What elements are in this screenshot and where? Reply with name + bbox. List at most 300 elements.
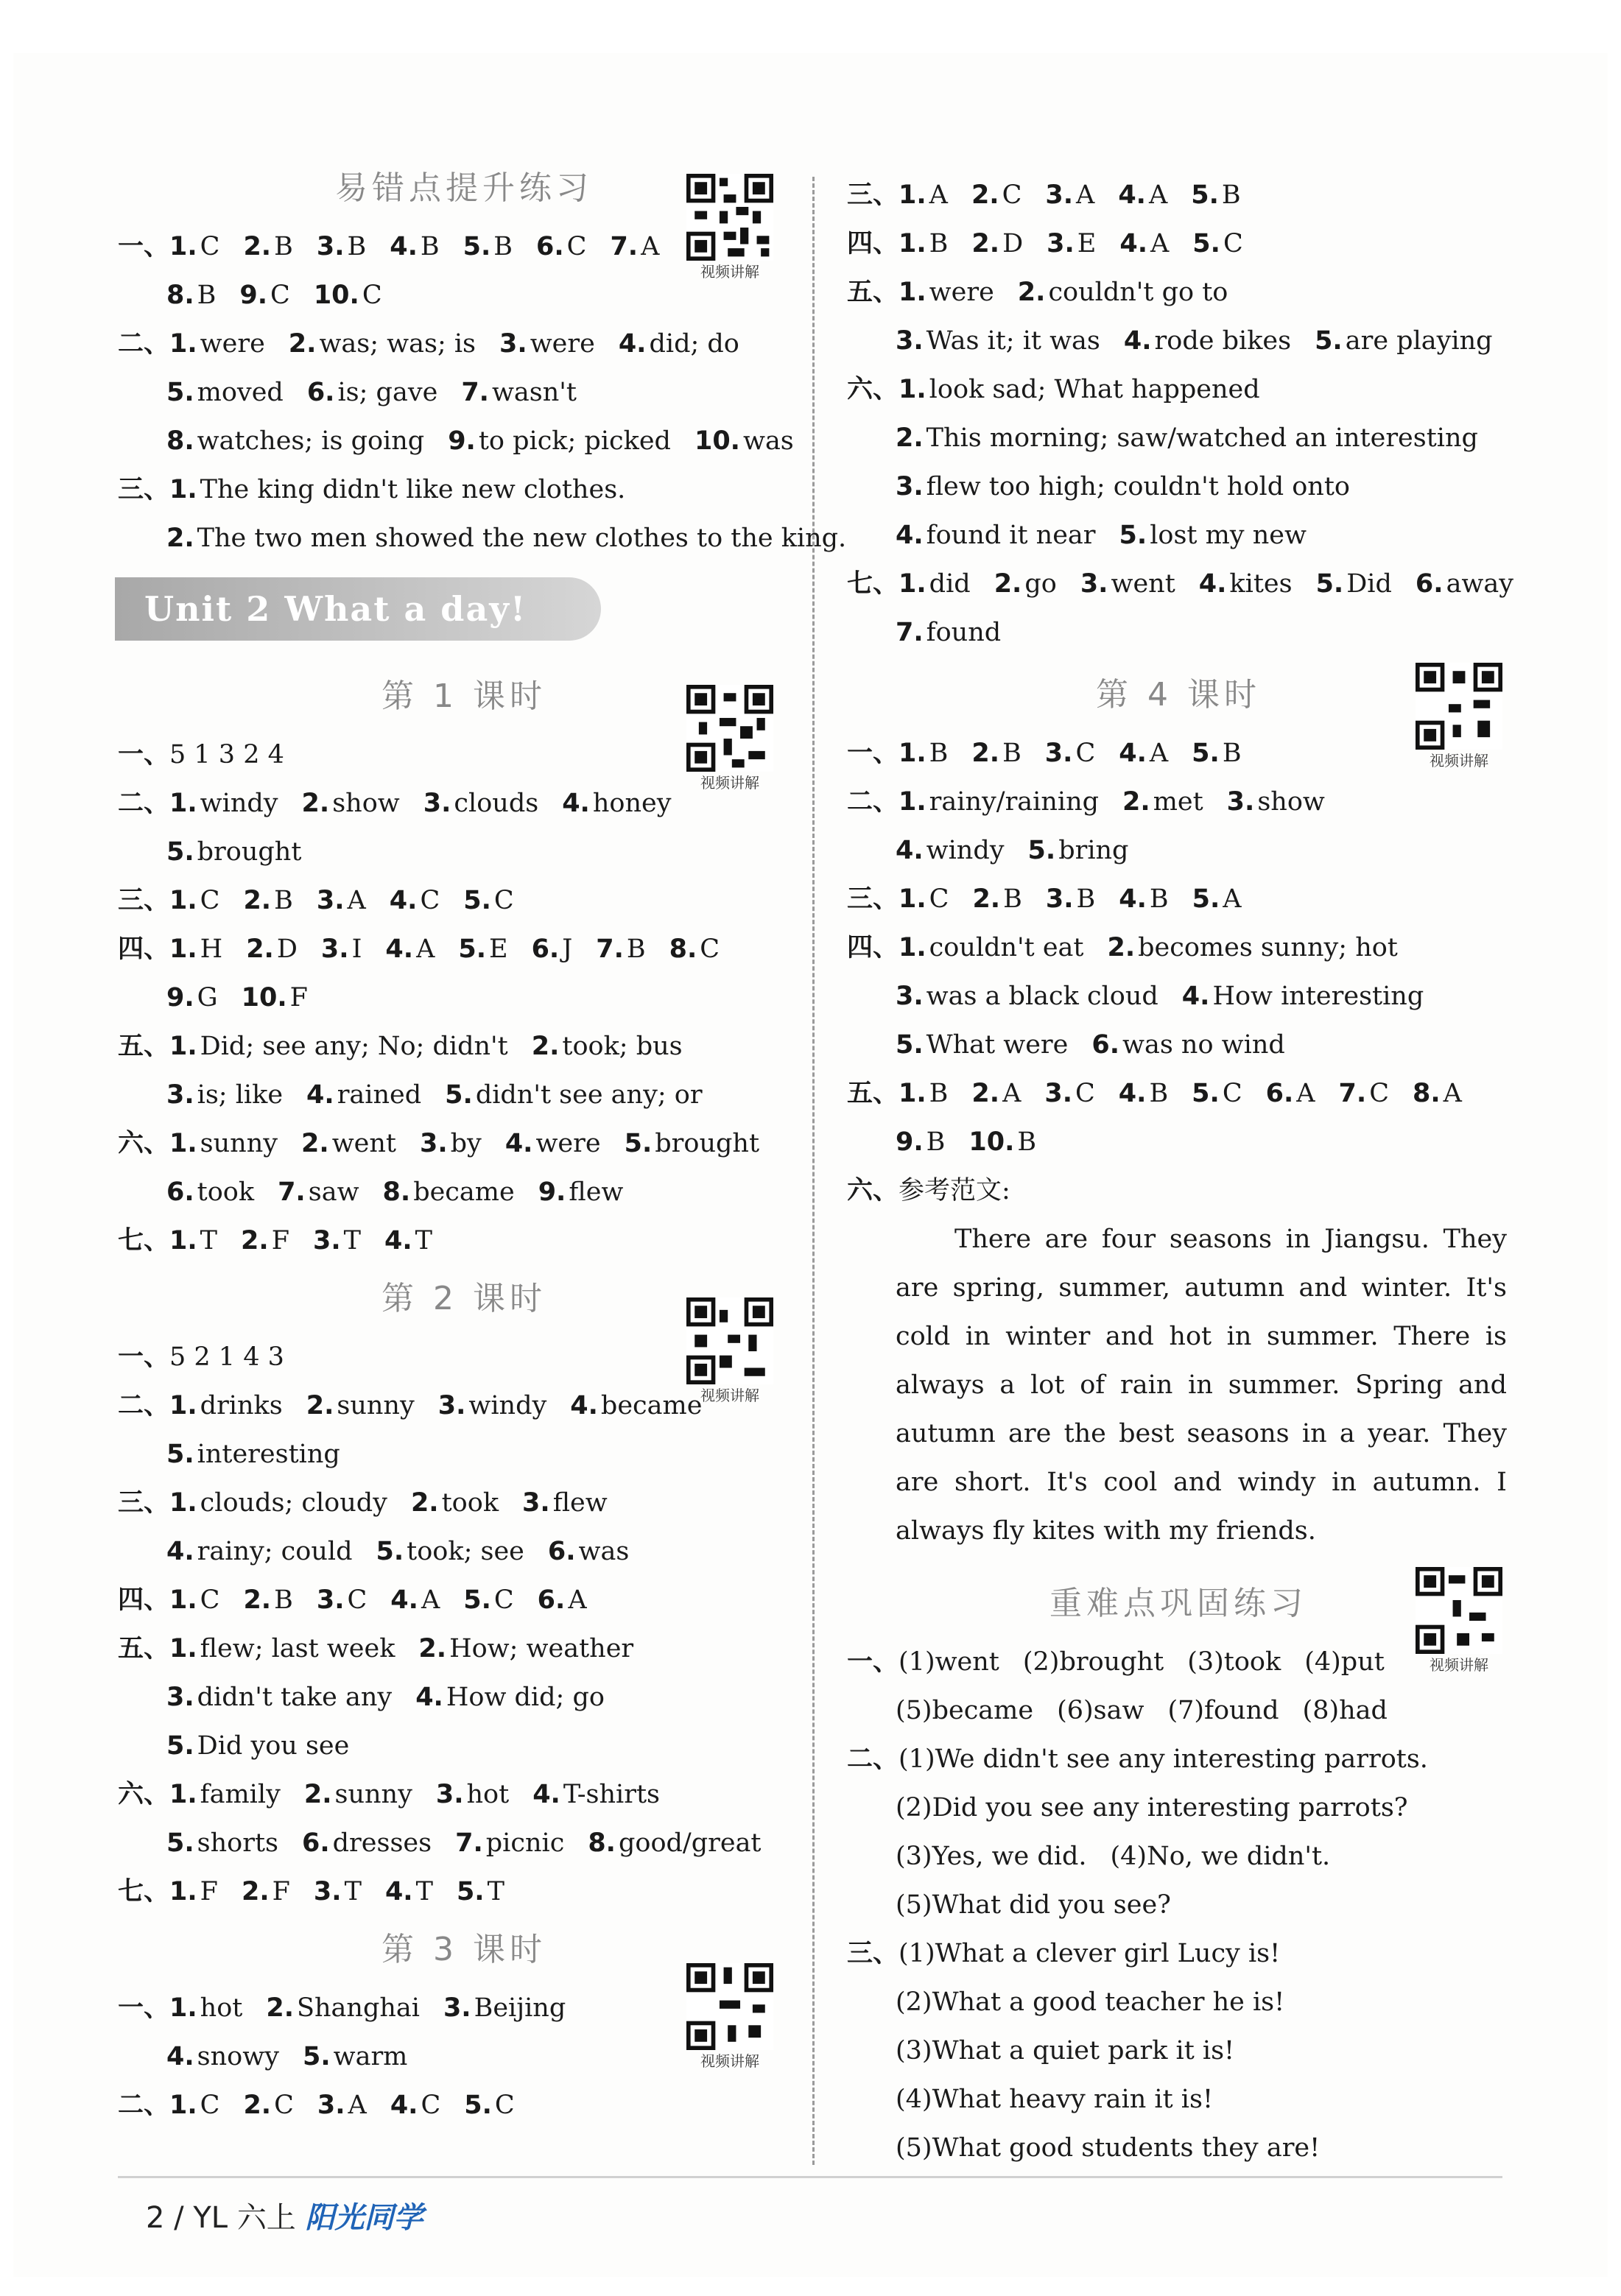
answer-item	[166, 1430, 340, 1479]
answer-item	[438, 1381, 547, 1430]
answer-item	[242, 973, 308, 1022]
answer-text: (2)What a good teacher he is!	[896, 1987, 1285, 2017]
answer-item	[896, 1978, 1284, 2026]
answer-line	[847, 1783, 1510, 1832]
answer-text: B	[1003, 884, 1022, 914]
answer-line	[118, 1071, 810, 1119]
answer-text: I	[351, 934, 362, 964]
answer-line	[847, 923, 1510, 972]
answer-item	[463, 222, 513, 271]
answer-text: interesting	[197, 1440, 340, 1469]
qr-code[interactable]	[685, 174, 775, 283]
lesson-title-text: 第 4 课时	[1096, 676, 1261, 714]
answer-item	[278, 1168, 359, 1216]
answer-text: took	[441, 1488, 499, 1518]
answer-text: flew	[569, 1177, 624, 1207]
qr-label: 视频讲解	[1430, 1656, 1488, 1674]
question-number: 4.	[1119, 739, 1147, 768]
answer-item	[499, 320, 595, 368]
section-number: 二、	[118, 1391, 170, 1420]
answer-text: C	[347, 1585, 368, 1615]
question-number: 1.	[169, 1993, 197, 2023]
answer-item	[463, 876, 513, 925]
answer-text: sunny	[200, 1129, 278, 1158]
section-number: 五、	[118, 1634, 170, 1663]
question-number: 2.	[1107, 933, 1136, 962]
answer-text: shorts	[197, 1828, 278, 1858]
answer-text: (4)What heavy rain it is!	[896, 2085, 1214, 2114]
question-number: 1.	[899, 787, 926, 817]
question-number: 3.	[1045, 884, 1074, 914]
answer-item	[169, 1216, 217, 1265]
answer-item	[896, 414, 1478, 462]
answer-item	[166, 1819, 278, 1867]
section-number: 一、	[847, 1647, 899, 1677]
answer-item	[532, 925, 573, 973]
answer-item	[896, 608, 1001, 657]
answer-text: (8)had	[1302, 1696, 1388, 1725]
question-number: 1.	[169, 789, 197, 818]
question-number: 4.	[385, 934, 414, 964]
answer-block	[847, 1638, 1510, 2172]
question-number: 5.	[1027, 836, 1056, 865]
section-number: 二、	[118, 329, 170, 359]
answer-item	[169, 779, 278, 828]
answer-text: C	[1222, 1079, 1242, 1108]
answer-item	[1187, 1638, 1281, 1686]
question-number: 1.	[899, 229, 926, 258]
answer-text: C	[270, 281, 290, 310]
answer-item	[415, 1673, 605, 1722]
answer-item	[899, 560, 971, 608]
answer-text: Was it; it was	[926, 326, 1100, 356]
answer-text: The king didn't like new clothes.	[200, 475, 626, 504]
question-number: 6.	[1265, 1079, 1294, 1108]
question-number: 5.	[445, 1080, 473, 1110]
question-number: 4.	[1198, 569, 1227, 599]
answer-text: dresses	[332, 1828, 432, 1858]
question-number: 1.	[899, 739, 926, 768]
question-number: 5.	[1315, 326, 1343, 356]
question-number: 1.	[899, 278, 926, 307]
answer-text: B	[1149, 1079, 1169, 1108]
answer-text: E	[489, 934, 508, 964]
question-number: 2.	[994, 569, 1022, 599]
answer-item	[1119, 875, 1168, 923]
answer-item	[169, 1333, 284, 1381]
lesson-title-text: 第 1 课时	[381, 677, 546, 715]
right-column	[847, 171, 1514, 2172]
answer-item	[896, 1118, 945, 1166]
answer-item	[423, 779, 538, 828]
answer-text: T-shirts	[563, 1780, 660, 1809]
answer-item	[899, 923, 1083, 972]
answer-item	[317, 222, 366, 271]
answer-text: took; bus	[562, 1032, 683, 1061]
lesson-title	[847, 661, 1510, 729]
answer-item	[896, 826, 1005, 875]
question-number: 3.	[896, 982, 924, 1011]
answer-text: What were	[926, 1030, 1069, 1060]
question-number: 2.	[971, 739, 1000, 768]
answer-item	[532, 1770, 660, 1819]
answer-item	[169, 465, 625, 514]
answer-item	[899, 171, 948, 219]
qr-code[interactable]	[1414, 663, 1504, 772]
answer-item	[899, 1735, 1428, 1783]
answer-text: B	[926, 1127, 946, 1157]
answer-item	[1304, 1638, 1385, 1686]
question-number: 5.	[463, 1585, 491, 1615]
answer-text: T	[415, 1226, 433, 1256]
answer-text: Did you see	[197, 1731, 350, 1761]
answer-text: C	[274, 2091, 294, 2120]
question-number: 1.	[899, 569, 926, 599]
answer-item	[457, 1867, 504, 1916]
question-number: 3.	[313, 1877, 342, 1906]
answer-item	[896, 1021, 1068, 1069]
answer-text: (4)No, we didn't.	[1110, 1842, 1331, 1871]
question-number: 5.	[1191, 180, 1219, 210]
answer-text: H	[200, 934, 223, 964]
question-number: 10.	[313, 281, 359, 310]
question-number: 1.	[899, 375, 926, 404]
qr-code[interactable]	[685, 685, 775, 794]
qr-code-icon	[686, 174, 773, 261]
question-number: 7.	[461, 378, 489, 407]
answer-text: (7)found	[1167, 1696, 1279, 1725]
question-number: 5.	[166, 1440, 194, 1469]
answer-item	[1028, 826, 1129, 875]
answer-item	[169, 1984, 242, 2032]
answer-text: was; was; is	[319, 329, 477, 359]
answer-text: to pick; picked	[478, 426, 671, 456]
answer-text: Shanghai	[297, 1993, 420, 2023]
section-number: 三、	[118, 475, 170, 504]
answer-item	[307, 368, 438, 417]
question-number: 1.	[169, 1391, 197, 1420]
question-number: 8.	[166, 281, 194, 310]
question-number: 9.	[538, 1177, 566, 1207]
answer-item	[532, 1022, 683, 1071]
answer-item	[458, 925, 507, 973]
answer-item	[968, 1118, 1036, 1166]
answer-item	[695, 417, 794, 465]
answer-text: (3)took	[1187, 1647, 1281, 1677]
answer-item	[1111, 1832, 1331, 1881]
answer-item	[302, 1819, 432, 1867]
answer-line	[118, 1479, 810, 1527]
answer-text: How; weather	[449, 1634, 634, 1663]
answer-item	[166, 1673, 392, 1722]
answer-line	[118, 1527, 810, 1576]
answer-item	[1045, 171, 1094, 219]
answer-line	[847, 608, 1510, 657]
answer-text: were	[535, 1129, 601, 1158]
answer-item	[899, 875, 949, 923]
answer-text: C	[200, 232, 220, 261]
answer-text: How did; go	[446, 1683, 605, 1712]
answer-line	[847, 1166, 1510, 1215]
answer-line	[118, 1022, 810, 1071]
edition-code: YL	[193, 2201, 228, 2235]
qr-label: 视频讲解	[700, 1387, 759, 1404]
answer-line	[847, 268, 1510, 317]
answer-item	[166, 368, 284, 417]
answer-text: did	[929, 569, 971, 599]
answer-text: became	[413, 1177, 515, 1207]
answer-text: C	[1369, 1079, 1389, 1108]
question-number: 5.	[1192, 229, 1220, 258]
qr-code-icon	[686, 685, 773, 772]
answer-text: A	[568, 1585, 587, 1615]
answer-text: 5 2 1 4 3	[169, 1342, 284, 1372]
essay-text: There are four seasons in Jiangsu. They are spring, summer, autumn and winter. It's cold in winter and hot in summer. There is always a lot of rain in summer. Spring and autumn are the best seasons in a year. They are short. It's cool and windy in autumn. I always fly kites with my friends.	[896, 1225, 1507, 1546]
answer-text: B	[274, 1585, 293, 1615]
question-number: 8.	[588, 1828, 616, 1858]
answer-text: A	[1002, 1079, 1022, 1108]
qr-code[interactable]	[1414, 1567, 1504, 1676]
question-number: 1.	[169, 1226, 197, 1256]
answer-text: Beijing	[474, 1993, 566, 2023]
question-number: 10.	[968, 1127, 1015, 1157]
answer-item	[538, 1576, 587, 1624]
question-number: 9.	[448, 426, 476, 456]
answer-text: flew; last week	[200, 1634, 395, 1663]
qr-label: 视频讲解	[1430, 752, 1488, 770]
answer-text: T	[343, 1226, 361, 1256]
answer-item	[1124, 317, 1291, 365]
question-number: 1.	[169, 1585, 197, 1615]
answer-item	[1018, 268, 1228, 317]
section-number: 三、	[847, 180, 899, 210]
answer-item	[169, 1624, 395, 1673]
answer-item	[266, 1984, 420, 2032]
answer-item	[625, 1119, 759, 1168]
answer-item	[1057, 1686, 1144, 1735]
answer-text: B	[1002, 739, 1022, 768]
question-number: 10.	[241, 983, 287, 1013]
question-number: 3.	[320, 934, 349, 964]
answer-item	[169, 925, 222, 973]
unit-title: Unit 2 What a day!	[144, 589, 527, 629]
section-number: 四、	[118, 934, 170, 964]
answer-item	[166, 828, 301, 876]
answer-text: show	[332, 789, 400, 818]
answer-line	[847, 826, 1510, 875]
qr-code-icon	[686, 1297, 773, 1384]
essay-paragraph	[847, 1215, 1507, 1555]
answer-item	[1416, 560, 1513, 608]
answer-line	[847, 462, 1510, 511]
question-number: 5.	[166, 378, 194, 407]
answer-item	[522, 1479, 608, 1527]
answer-item	[971, 729, 1021, 778]
answer-text: F	[272, 1877, 290, 1906]
answer-item	[411, 1479, 499, 1527]
question-number: 2.	[246, 934, 274, 964]
question-number: 5.	[1192, 1079, 1220, 1108]
answer-text: F	[200, 1877, 218, 1906]
answer-block	[847, 171, 1514, 657]
answer-item	[1045, 729, 1095, 778]
answer-block	[847, 729, 1510, 1215]
answer-text: (5)What good students they are!	[896, 2133, 1321, 2163]
answer-item	[306, 1071, 421, 1119]
answer-text: becomes sunny; hot	[1138, 933, 1398, 962]
question-number: 2.	[288, 329, 317, 359]
answer-item	[243, 2081, 293, 2130]
answer-line	[847, 1735, 1510, 1783]
answer-item	[313, 1216, 361, 1265]
answer-item	[169, 1381, 283, 1430]
answer-item	[899, 219, 948, 268]
answer-line	[118, 2081, 810, 2130]
page-footer	[146, 2194, 423, 2236]
answer-item	[246, 925, 298, 973]
answer-item	[1023, 1638, 1164, 1686]
answer-line	[847, 875, 1510, 923]
answer-item	[588, 1819, 761, 1867]
question-number: 3.	[1226, 787, 1255, 817]
answer-line	[847, 2124, 1510, 2172]
answer-text: A	[1076, 180, 1095, 210]
answer-item	[243, 222, 292, 271]
answer-text: C	[1002, 180, 1022, 210]
answer-text: B	[929, 229, 949, 258]
answer-item	[1122, 778, 1203, 826]
question-number: 7.	[596, 934, 624, 964]
qr-label: 视频讲解	[700, 2052, 759, 2070]
answer-text: A	[1149, 739, 1169, 768]
question-number: 3.	[443, 1993, 471, 2023]
answer-line	[847, 171, 1510, 219]
qr-code-icon	[1416, 1567, 1502, 1654]
answer-item	[243, 1576, 292, 1624]
question-number: 4.	[390, 1585, 418, 1615]
answer-line	[847, 414, 1510, 462]
answer-block	[118, 1333, 810, 1916]
answer-item	[1192, 875, 1242, 923]
answer-line	[847, 1118, 1510, 1166]
answer-text: rainy/raining	[929, 787, 1100, 817]
answer-text: B	[1017, 1127, 1037, 1157]
answer-text: was	[578, 1537, 630, 1566]
question-number: 1.	[169, 1634, 197, 1663]
answer-item	[448, 417, 671, 465]
answer-item	[166, 1527, 353, 1576]
answer-item	[538, 1168, 624, 1216]
question-number: 5.	[463, 886, 491, 915]
question-number: 3.	[312, 1226, 341, 1256]
answer-item	[1046, 875, 1095, 923]
answer-line	[847, 317, 1510, 365]
answer-item	[317, 876, 366, 925]
answer-text: The two men showed the new clothes to the king.	[197, 524, 847, 553]
answer-item	[971, 219, 1023, 268]
answer-text: hot	[200, 1993, 243, 2023]
answer-text: clouds	[454, 789, 539, 818]
answer-item	[376, 1527, 524, 1576]
answer-text: family	[200, 1780, 281, 1809]
answer-item	[1199, 560, 1293, 608]
answer-item	[385, 925, 435, 973]
question-number: 4.	[166, 1537, 194, 1566]
answer-text: (2)Did you see any interesting parrots?	[896, 1793, 1408, 1823]
qr-code[interactable]	[685, 1297, 775, 1406]
answer-item	[166, 1071, 283, 1119]
answer-item	[896, 2026, 1234, 2075]
answer-text: T	[415, 1877, 433, 1906]
question-number: 5.	[896, 1030, 924, 1060]
answer-item	[596, 925, 645, 973]
answer-line	[847, 1881, 1510, 1929]
answer-text: Did	[1346, 569, 1392, 599]
answer-line	[847, 365, 1510, 414]
section-title-key-points	[847, 1570, 1510, 1638]
answer-item	[1192, 219, 1242, 268]
answer-item	[303, 2032, 407, 2081]
answer-item	[899, 1638, 999, 1686]
question-number: 4.	[1118, 180, 1146, 210]
question-number: 3.	[317, 2091, 345, 2120]
question-number: 2.	[972, 884, 1001, 914]
answer-item	[241, 1216, 289, 1265]
question-number: 3.	[1044, 739, 1073, 768]
question-number: 1.	[169, 329, 197, 359]
answer-text: B	[1149, 884, 1169, 914]
answer-line	[118, 514, 847, 563]
answer-line	[118, 1576, 810, 1624]
answer-text: G	[197, 983, 218, 1013]
qr-code[interactable]	[685, 1963, 775, 2072]
answer-item	[669, 925, 720, 973]
answer-item	[896, 2124, 1320, 2172]
answer-line	[847, 560, 1514, 608]
answer-text: B	[274, 886, 293, 915]
answer-text: (6)saw	[1057, 1696, 1144, 1725]
answer-item	[420, 1119, 482, 1168]
answer-line	[847, 1686, 1510, 1735]
question-number: 2.	[531, 1032, 560, 1061]
answer-text: flew too high; couldn't hold onto	[926, 472, 1350, 501]
answer-text: bring	[1058, 836, 1129, 865]
answer-item	[619, 320, 739, 368]
question-number: 3.	[522, 1488, 550, 1518]
question-number: 3.	[166, 1683, 194, 1712]
answer-text: were	[530, 329, 595, 359]
answer-item	[317, 2081, 367, 2130]
answer-item	[972, 875, 1022, 923]
question-number: 2.	[301, 1129, 329, 1158]
answer-line	[118, 1867, 810, 1916]
question-number: 3.	[1047, 229, 1075, 258]
answer-text: A	[421, 1585, 440, 1615]
answer-item	[899, 1929, 1280, 1978]
answer-text: T	[344, 1877, 362, 1906]
answer-text: (5)became	[896, 1696, 1034, 1725]
answer-item	[971, 171, 1022, 219]
answer-text: C	[421, 2091, 441, 2120]
section-number: 六、	[847, 375, 899, 404]
answer-text: C	[200, 886, 220, 915]
answer-item	[169, 1022, 508, 1071]
answer-text: C	[700, 934, 720, 964]
answer-item	[1167, 1686, 1279, 1735]
question-number: 6.	[1091, 1030, 1120, 1060]
answer-item	[242, 1867, 290, 1916]
answer-item	[1413, 1069, 1462, 1118]
